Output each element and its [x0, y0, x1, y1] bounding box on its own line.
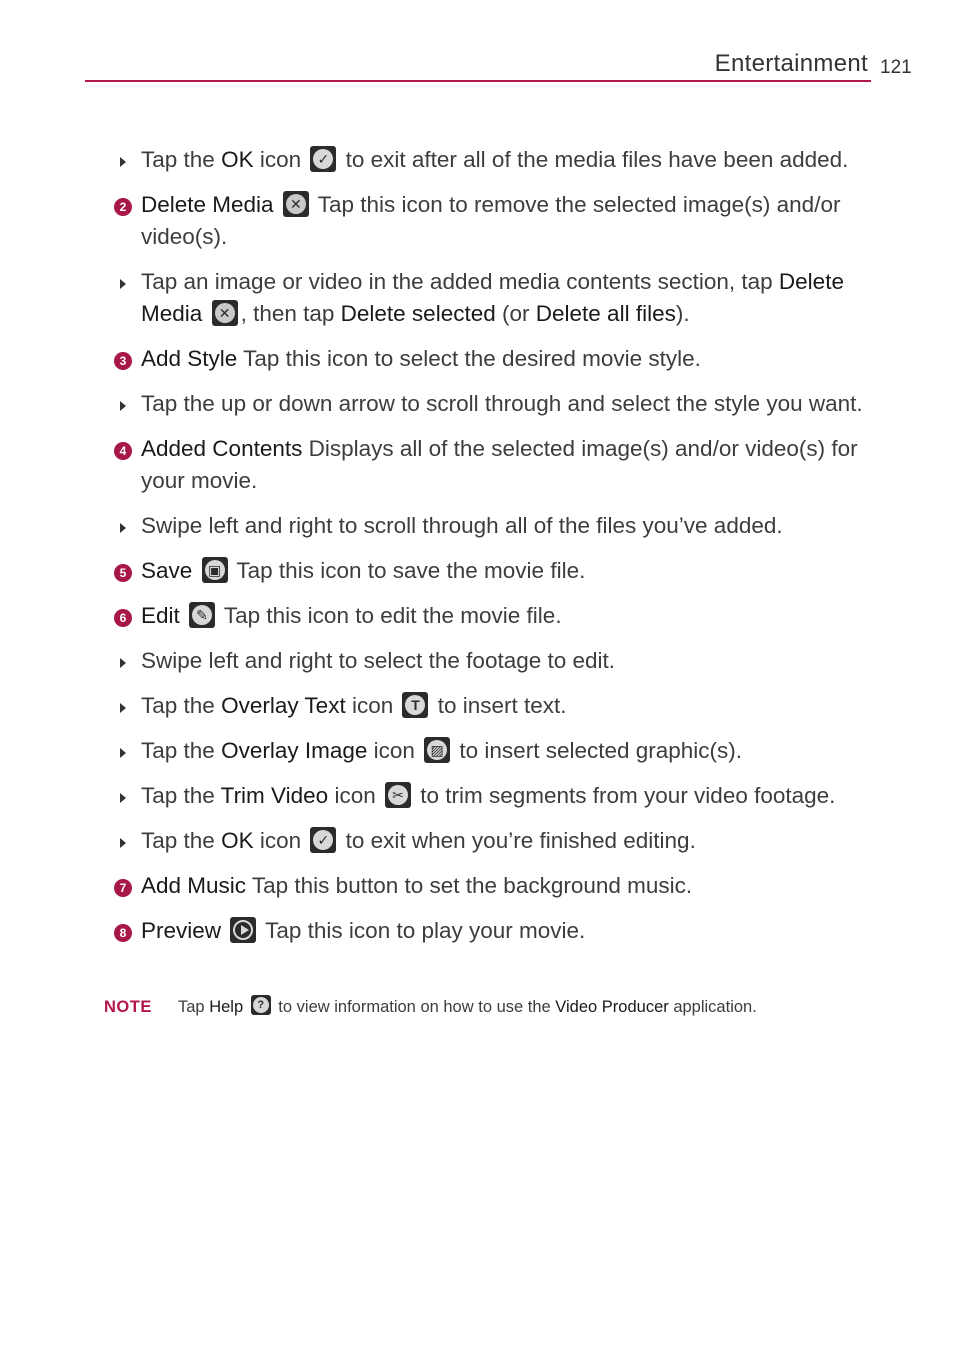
bullet-arrow-icon — [120, 658, 126, 668]
item-added-contents: 4 Added Contents Displays all of the selected image(s) and/or video(s) for your movie. — [112, 433, 882, 497]
bullet-arrow-icon — [120, 523, 126, 533]
bullet-swipe-files: Swipe left and right to scroll through all of the files you’ve added. — [112, 510, 882, 542]
item-add-music: 7 Add Music Tap this button to set the background music. — [112, 870, 882, 902]
bullet-swipe-footage: Swipe left and right to select the footage to edit. — [112, 645, 882, 677]
text-t-icon: T — [402, 692, 428, 718]
bullet-overlay-text: Tap the Overlay Text icon T to insert text. — [112, 690, 882, 722]
help-question-icon: ? — [251, 995, 271, 1015]
item-preview: 8 Preview Tap this icon to play your movie. — [112, 915, 882, 947]
number-marker: 8 — [114, 924, 132, 942]
number-marker: 5 — [114, 564, 132, 582]
term-ok: OK — [221, 147, 254, 172]
bullet-ok-exit-editing: Tap the OK icon ✓ to exit when you’re finished editing. — [112, 825, 882, 857]
item-edit: 6 Edit ✎ Tap this icon to edit the movie file. — [112, 600, 882, 632]
page-number: 121 — [880, 57, 912, 78]
bullet-arrow-icon — [120, 157, 126, 167]
number-marker: 6 — [114, 609, 132, 627]
item-add-style: 3 Add Style Tap this icon to select the desired movie style. — [112, 343, 882, 375]
number-marker: 3 — [114, 352, 132, 370]
note-label: NOTE — [104, 998, 152, 1016]
edit-film-icon: ✎ — [189, 602, 215, 628]
bullet-ok-exit-added: Tap the OK icon ✓ to exit after all of the media files have been added. — [112, 144, 882, 176]
play-icon — [230, 917, 256, 943]
item-delete-media: 2 Delete Media ✕ Tap this icon to remove the selected image(s) and/or video(s). — [112, 189, 882, 253]
remove-x-icon: ✕ — [212, 300, 238, 326]
term-delete-media: Delete Media — [141, 192, 274, 217]
bullet-scroll-style: Tap the up or down arrow to scroll through and select the style you want. — [112, 388, 882, 420]
bullet-arrow-icon — [120, 748, 126, 758]
remove-x-icon: ✕ — [283, 191, 309, 217]
item-save: 5 Save ▣ Tap this icon to save the movie file. — [112, 555, 882, 587]
bullet-arrow-icon — [120, 838, 126, 848]
note-box: NOTE Tap Help ? to view information on how to use the Video Producer application. — [104, 995, 864, 1019]
header-rule — [85, 80, 871, 82]
bullet-arrow-icon — [120, 401, 126, 411]
image-overlay-icon: ▨ — [424, 737, 450, 763]
bullet-arrow-icon — [120, 703, 126, 713]
save-disk-icon: ▣ — [202, 557, 228, 583]
scissors-icon: ✂ — [385, 782, 411, 808]
number-marker: 7 — [114, 879, 132, 897]
bullet-delete-selected: Tap an image or video in the added media contents section, tap Delete Media ✕ , then tap Delete selected (or Delete all files). — [112, 266, 882, 330]
bullet-overlay-image: Tap the Overlay Image icon ▨ to insert selected graphic(s). — [112, 735, 882, 767]
number-marker: 4 — [114, 442, 132, 460]
bullet-arrow-icon — [120, 793, 126, 803]
header-title: Entertainment — [714, 50, 868, 77]
number-marker: 2 — [114, 198, 132, 216]
check-circle-icon: ✓ — [310, 827, 336, 853]
check-circle-icon: ✓ — [310, 146, 336, 172]
bullet-arrow-icon — [120, 279, 126, 289]
bullet-trim-video: Tap the Trim Video icon ✂ to trim segments from your video footage. — [112, 780, 882, 812]
content-body — [112, 144, 882, 960]
